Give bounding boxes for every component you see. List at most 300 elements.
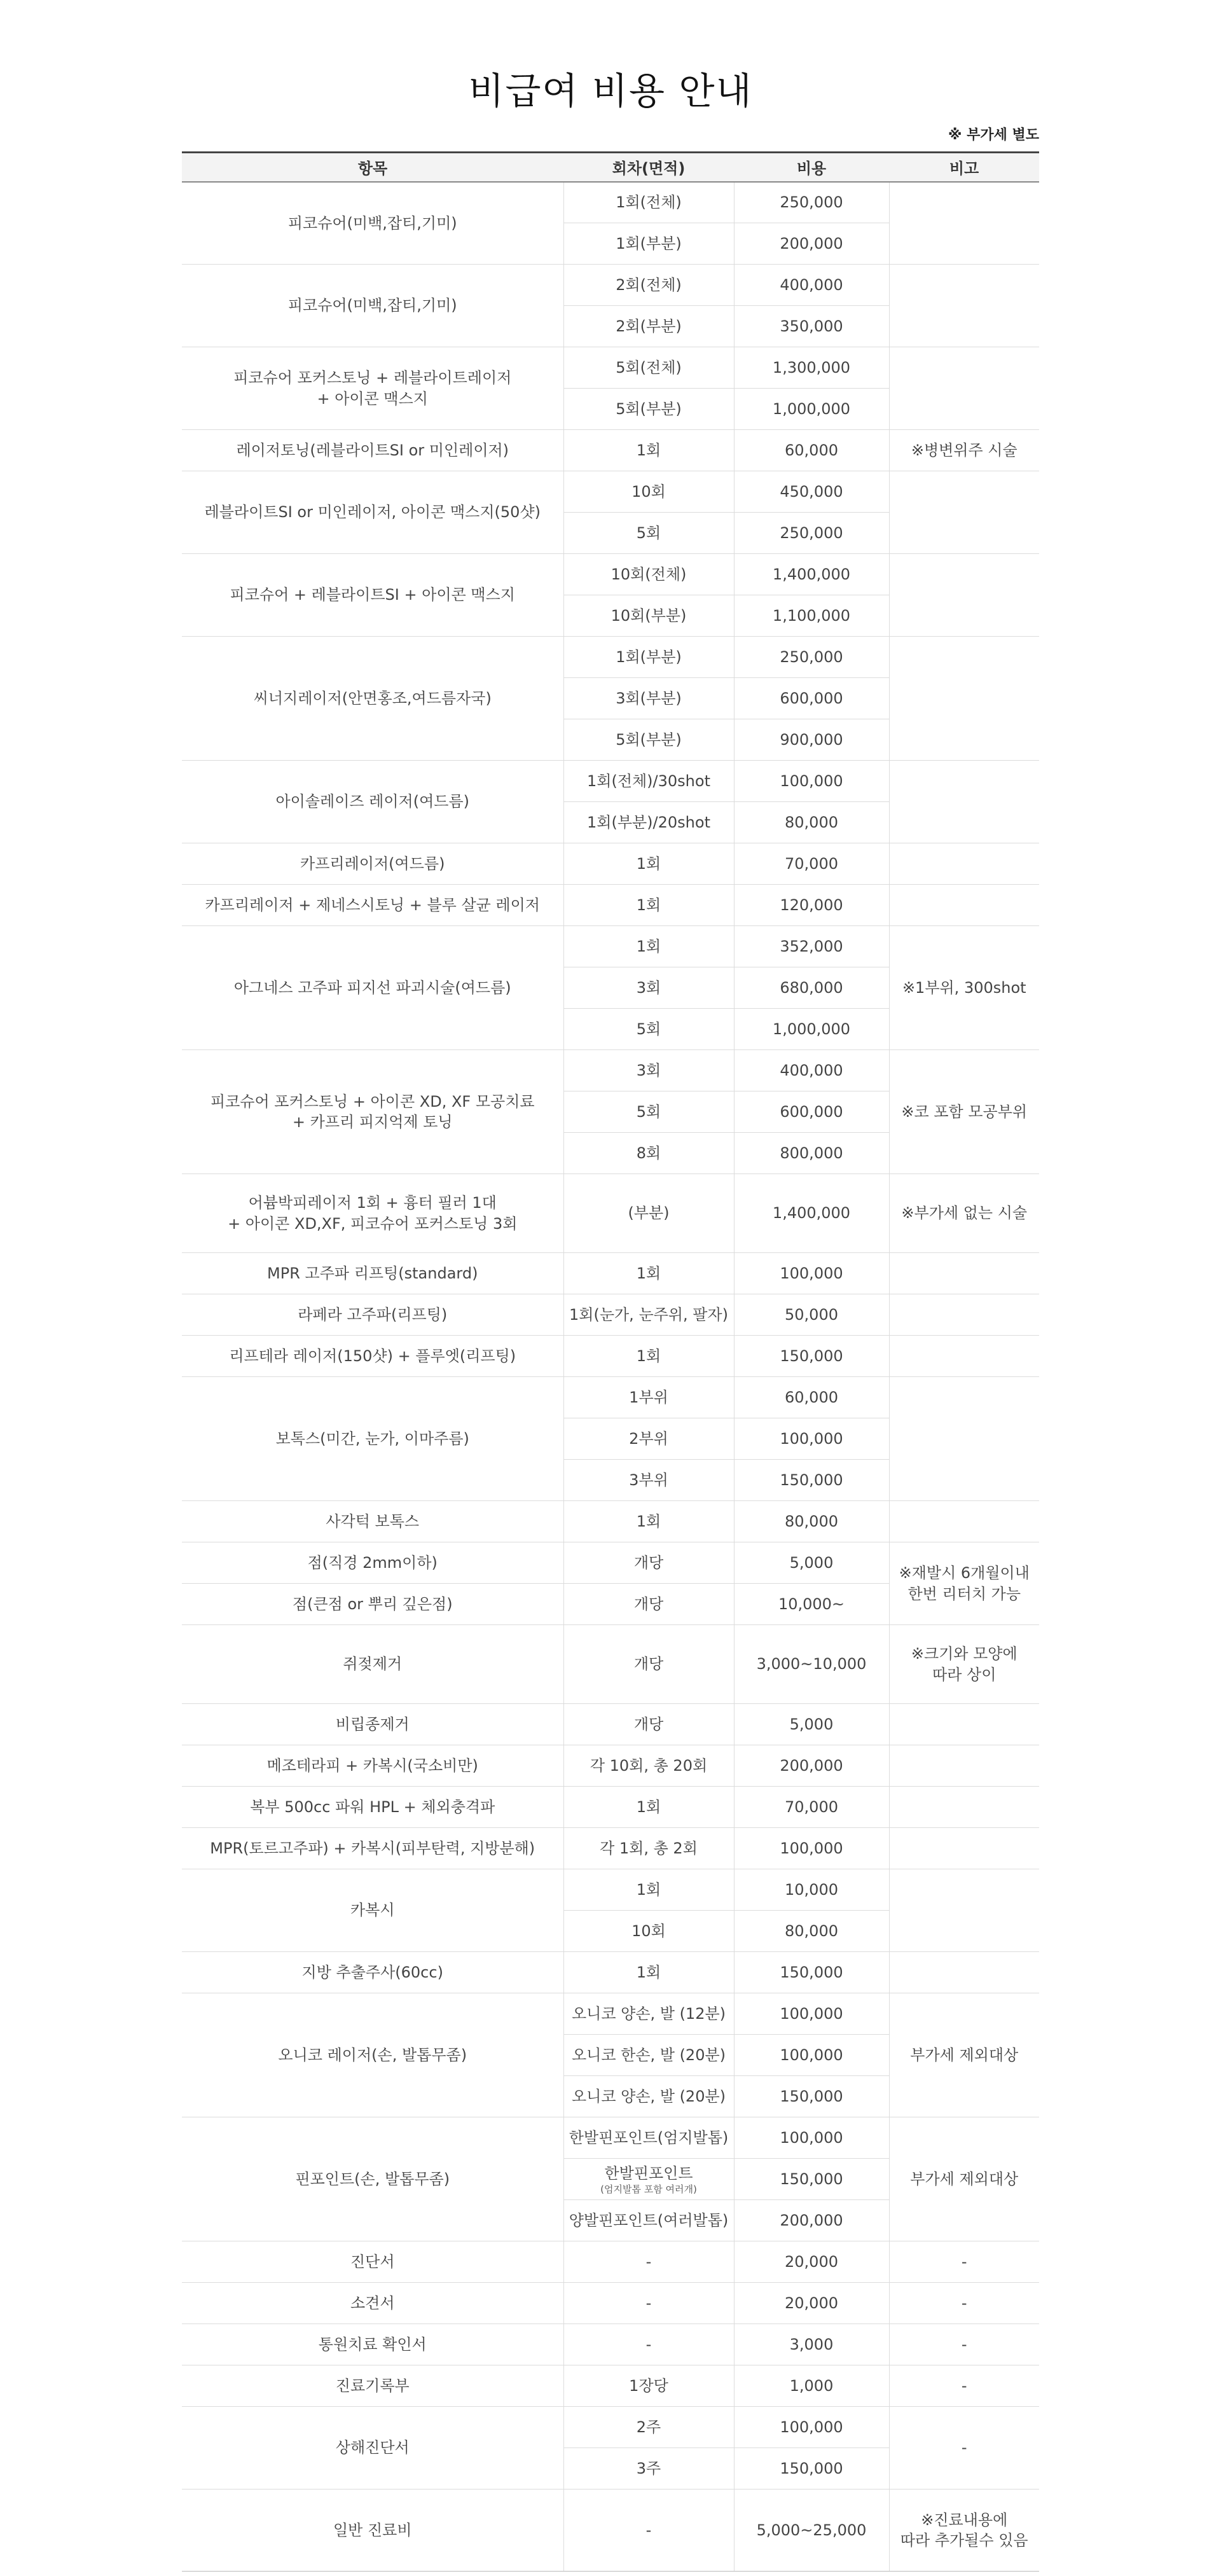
- header-cost: 비용: [734, 153, 889, 182]
- table-row: [182, 1336, 1039, 1377]
- note-cell: [889, 182, 1039, 265]
- session-cell: [563, 1787, 734, 1828]
- session-text: -: [645, 2521, 652, 2539]
- note-cell: [889, 843, 1039, 885]
- price-table: [182, 151, 1039, 2572]
- cost-cell: 3,000~10,000: [734, 1625, 889, 1704]
- note-cell: [889, 2283, 1039, 2324]
- note-cell: [889, 265, 1039, 347]
- session-cell: [563, 1542, 734, 1584]
- session-cell: [563, 1336, 734, 1377]
- item-text: 통원치료 확인서: [318, 2335, 427, 2353]
- table-row: [182, 1869, 1039, 1911]
- cost-cell: 5,000: [734, 1704, 889, 1745]
- session-cell: [563, 719, 734, 761]
- item-text: 사각턱 보톡스: [326, 1512, 420, 1530]
- cost-cell: 200,000: [734, 223, 889, 265]
- session-text: 개당: [633, 1595, 664, 1613]
- item-cell: [182, 1828, 563, 1869]
- cost-cell: 100,000: [734, 2117, 889, 2159]
- session-text: 1회: [636, 1264, 661, 1282]
- session-text: 2부위: [629, 1429, 668, 1448]
- item-text: 일반 진료비: [333, 2521, 412, 2539]
- cost-cell: 150,000: [734, 2159, 889, 2200]
- note-cell: [889, 1787, 1039, 1828]
- note-cell: [889, 554, 1039, 637]
- item-cell: [182, 1174, 563, 1253]
- table-row: [182, 1625, 1039, 1704]
- session-cell: [563, 926, 734, 967]
- session-text: 1회: [636, 1512, 661, 1530]
- note-cell: [889, 1542, 1039, 1625]
- item-cell: [182, 554, 563, 637]
- item-cell: [182, 265, 563, 347]
- session-text: 3회(부분): [616, 689, 682, 707]
- cost-cell: 20,000: [734, 2283, 889, 2324]
- session-cell: [563, 1501, 734, 1542]
- table-row: [182, 1050, 1039, 1091]
- note-cell: [889, 885, 1039, 926]
- vat-note: ※ 부가세 별도: [948, 127, 1039, 143]
- item-text: 피코슈어 포커스토닝 + 레블라이트레이저: [233, 369, 512, 387]
- item-cell: [182, 430, 563, 471]
- session-cell: [563, 2200, 734, 2241]
- note-cell: [889, 2365, 1039, 2407]
- note-text: ※진료내용에: [921, 2510, 1008, 2529]
- cost-cell: 100,000: [734, 1828, 889, 1869]
- cost-cell: 250,000: [734, 637, 889, 678]
- item-text: 피코슈어(미백,잡티,기미): [287, 214, 457, 232]
- table-row: [182, 2241, 1039, 2283]
- session-cell: [563, 1460, 734, 1501]
- session-cell: [563, 1418, 734, 1460]
- note-cell: [889, 471, 1039, 554]
- cost-cell: 80,000: [734, 802, 889, 843]
- item-text: 레블라이트SI or 미인레이저, 아이콘 맥스지(50샷): [204, 503, 541, 522]
- item-cell: [182, 1584, 563, 1625]
- session-cell: [563, 347, 734, 389]
- item-text: 리프테라 레이저(150샷) + 플루엣(리프팅): [229, 1347, 516, 1365]
- cost-cell: 250,000: [734, 182, 889, 223]
- session-cell: [563, 1828, 734, 1869]
- table-row: [182, 926, 1039, 967]
- session-cell: [563, 2283, 734, 2324]
- session-text: 1회: [636, 1880, 661, 1899]
- note-cell: [889, 761, 1039, 843]
- header-note: 비고: [889, 153, 1039, 182]
- note-cell: [889, 1253, 1039, 1294]
- session-cell: [563, 2324, 734, 2365]
- item-text: 소견서: [350, 2294, 395, 2312]
- session-cell: [563, 1133, 734, 1174]
- session-cell: [563, 2076, 734, 2117]
- session-text: 1회(전체): [616, 193, 682, 212]
- item-text: 핀포인트(손, 발톱무좀): [295, 2170, 450, 2188]
- session-cell: [563, 389, 734, 430]
- session-cell: [563, 182, 734, 223]
- item-text: 피코슈어 포커스토닝 + 아이콘 XD, XF 모공치료: [210, 1092, 535, 1111]
- session-cell: [563, 1952, 734, 1993]
- session-cell: [563, 306, 734, 347]
- session-cell: [563, 2159, 734, 2200]
- cost-cell: 70,000: [734, 843, 889, 885]
- table-row: [182, 2283, 1039, 2324]
- session-cell: [563, 595, 734, 637]
- session-text: 3부위: [629, 1471, 668, 1489]
- note-cell: [889, 347, 1039, 430]
- cost-cell: 60,000: [734, 1377, 889, 1418]
- table-header-row: [182, 153, 1039, 182]
- cost-cell: 100,000: [734, 1253, 889, 1294]
- session-text: 개당: [633, 1715, 664, 1733]
- table-row: [182, 2117, 1039, 2159]
- session-text: 3주: [636, 2459, 661, 2477]
- table-row: [182, 1787, 1039, 1828]
- session-text: 8회: [636, 1144, 661, 1162]
- item-text: 비립종제거: [335, 1715, 410, 1733]
- note-cell: [889, 1745, 1039, 1787]
- cost-cell: 200,000: [734, 1745, 889, 1787]
- session-cell: [563, 1050, 734, 1091]
- session-cell: [563, 678, 734, 719]
- session-text: 10회: [631, 482, 666, 501]
- session-cell: [563, 637, 734, 678]
- item-text: 레이저토닝(레블라이트SI or 미인레이저): [236, 441, 509, 459]
- table-row: [182, 761, 1039, 802]
- table-row: [182, 1828, 1039, 1869]
- session-text: 개당: [633, 1655, 664, 1673]
- note-text: 부가세 제외대상: [910, 2046, 1019, 2064]
- session-cell: [563, 1869, 734, 1911]
- session-cell: [563, 761, 734, 802]
- session-text: 1부위: [629, 1388, 668, 1406]
- session-text: 각 10회, 총 20회: [590, 1756, 708, 1775]
- table-row: [182, 471, 1039, 513]
- cost-cell: 600,000: [734, 678, 889, 719]
- note-cell: [889, 1952, 1039, 1993]
- session-text: 5회: [636, 1020, 661, 1038]
- cost-cell: 250,000: [734, 513, 889, 554]
- table-row: [182, 1174, 1039, 1253]
- cost-cell: 150,000: [734, 1952, 889, 1993]
- item-text: 점(큰점 or 뿌리 깊은점): [292, 1595, 453, 1613]
- session-text: 한발핀포인트(엄지발톱): [569, 2128, 729, 2147]
- note-cell: [889, 1336, 1039, 1377]
- session-text: 오니코 양손, 발 (20분): [571, 2087, 726, 2105]
- session-cell: [563, 513, 734, 554]
- session-text: 10회(부분): [610, 606, 687, 625]
- cost-cell: 450,000: [734, 471, 889, 513]
- item-text: 보톡스(미간, 눈가, 이마주름): [275, 1429, 469, 1448]
- item-cell: [182, 2407, 563, 2489]
- session-text: 1회: [636, 1347, 661, 1365]
- cost-cell: 100,000: [734, 1418, 889, 1460]
- session-cell: [563, 2365, 734, 2407]
- session-text: 1회: [636, 441, 661, 459]
- session-cell: [563, 1704, 734, 1745]
- item-text: 상해진단서: [335, 2439, 410, 2457]
- note-text: -: [961, 2376, 967, 2395]
- item-text: 쥐젖제거: [343, 1655, 403, 1673]
- session-text: 2주: [636, 2418, 661, 2436]
- item-text: 진료기록부: [335, 2376, 410, 2395]
- item-text: 진단서: [350, 2252, 395, 2271]
- item-text: 피코슈어 + 레블라이트SI + 아이콘 맥스지: [230, 586, 515, 604]
- item-cell: [182, 1542, 563, 1584]
- table-row: [182, 347, 1039, 389]
- cost-cell: 400,000: [734, 1050, 889, 1091]
- item-cell: [182, 1377, 563, 1501]
- session-cell: [563, 2448, 734, 2489]
- table-row: [182, 1542, 1039, 1584]
- cost-cell: 5,000~25,000: [734, 2489, 889, 2572]
- table-row: [182, 1377, 1039, 1418]
- cost-cell: 10,000: [734, 1869, 889, 1911]
- session-text: 5회(전체): [616, 358, 682, 377]
- table-row: [182, 1952, 1039, 1993]
- cost-cell: 20,000: [734, 2241, 889, 2283]
- table-row: [182, 554, 1039, 595]
- session-cell: [563, 1009, 734, 1050]
- cost-cell: 350,000: [734, 306, 889, 347]
- item-cell: [182, 1869, 563, 1952]
- item-text: 카프리레이저 + 제네스시토닝 + 블루 살균 레이저: [205, 896, 540, 914]
- session-cell: [563, 1993, 734, 2035]
- note-cell: [889, 1501, 1039, 1542]
- table-row: [182, 1745, 1039, 1787]
- cost-cell: 5,000: [734, 1542, 889, 1584]
- note-cell: [889, 2489, 1039, 2572]
- session-text: -: [645, 2252, 652, 2271]
- cost-cell: 352,000: [734, 926, 889, 967]
- session-cell: [563, 2117, 734, 2159]
- cost-cell: 200,000: [734, 2200, 889, 2241]
- note-cell: [889, 2117, 1039, 2241]
- session-text: 오니코 한손, 발 (20분): [571, 2046, 726, 2064]
- session-cell: [563, 2035, 734, 2076]
- session-text: 1장당: [629, 2376, 668, 2395]
- note-text: -: [961, 2439, 967, 2457]
- session-text: 개당: [633, 1553, 664, 1572]
- note-text: -: [961, 2294, 967, 2312]
- cost-cell: 100,000: [734, 2035, 889, 2076]
- table-row: [182, 430, 1039, 471]
- session-text: 5회: [636, 1102, 661, 1121]
- session-text: 1회: [636, 1963, 661, 1981]
- note-text: ※1부위, 300shot: [902, 978, 1026, 997]
- item-cell: [182, 843, 563, 885]
- cost-cell: 10,000~: [734, 1584, 889, 1625]
- note-text: ※재발시 6개월이내: [899, 1564, 1030, 1582]
- item-cell: [182, 885, 563, 926]
- table-row: [182, 843, 1039, 885]
- item-text: 메조테라피 + 카복시(국소비만): [266, 1756, 478, 1775]
- header-session: 회차(면적): [563, 153, 734, 182]
- cost-cell: 800,000: [734, 1133, 889, 1174]
- item-cell: [182, 1336, 563, 1377]
- header-item: 항목: [182, 153, 563, 182]
- cost-cell: 150,000: [734, 2448, 889, 2489]
- cost-cell: 80,000: [734, 1911, 889, 1952]
- session-cell: [563, 1584, 734, 1625]
- item-text: 오니코 레이저(손, 발톱무좀): [278, 2046, 467, 2064]
- item-text: 아이솔레이즈 레이저(여드름): [275, 793, 470, 811]
- item-text: 카프리레이저(여드름): [300, 854, 445, 873]
- session-cell: [563, 1091, 734, 1133]
- item-cell: [182, 2324, 563, 2365]
- session-text: 1회: [636, 854, 661, 873]
- session-cell: [563, 265, 734, 306]
- item-text: MPR 고주파 리프팅(standard): [267, 1264, 478, 1282]
- table-row: [182, 1294, 1039, 1336]
- session-cell: [563, 967, 734, 1009]
- item-cell: [182, 1501, 563, 1542]
- table-row: [182, 265, 1039, 306]
- item-cell: [182, 1704, 563, 1745]
- session-cell: [563, 802, 734, 843]
- table-row: [182, 637, 1039, 678]
- item-cell: [182, 1745, 563, 1787]
- item-text: + 아이콘 XD,XF, 피코슈어 포커스토닝 3회: [228, 1214, 518, 1233]
- session-cell: [563, 1294, 734, 1336]
- table-row: [182, 1253, 1039, 1294]
- item-text: 지방 추출주사(60cc): [301, 1963, 443, 1981]
- session-subtext: (엄지발톱 포함 여러개): [600, 2184, 697, 2196]
- session-text: 3회: [636, 1061, 661, 1079]
- item-cell: [182, 1625, 563, 1704]
- session-cell: [563, 1174, 734, 1253]
- item-text: MPR(토르고주파) + 카복시(피부탄력, 지방분해): [210, 1839, 535, 1857]
- table-row: [182, 182, 1039, 223]
- note-cell: [889, 1377, 1039, 1501]
- cost-cell: 600,000: [734, 1091, 889, 1133]
- session-text: 1회(전체)/30shot: [587, 772, 710, 790]
- cost-cell: 60,000: [734, 430, 889, 471]
- note-text: ※부가세 없는 시술: [901, 1204, 1028, 1222]
- item-cell: [182, 347, 563, 430]
- note-text: 부가세 제외대상: [910, 2170, 1019, 2188]
- item-text: 어븀박피레이저 1회 + 흉터 필러 1대: [248, 1194, 497, 1212]
- cost-cell: 1,000,000: [734, 1009, 889, 1050]
- table-row: [182, 885, 1039, 926]
- note-text: 한번 리터치 가능: [907, 1584, 1021, 1603]
- note-text: 따라 상이: [932, 1665, 997, 1684]
- cost-cell: 400,000: [734, 265, 889, 306]
- session-cell: [563, 223, 734, 265]
- session-cell: [563, 2489, 734, 2572]
- cost-cell: 150,000: [734, 2076, 889, 2117]
- item-cell: [182, 761, 563, 843]
- note-cell: [889, 430, 1039, 471]
- table-row: [182, 2489, 1039, 2572]
- note-text: ※크기와 모양에: [911, 1645, 1018, 1663]
- item-cell: [182, 182, 563, 265]
- session-cell: [563, 1625, 734, 1704]
- item-cell: [182, 637, 563, 761]
- session-text: -: [645, 2335, 652, 2353]
- session-text: 3회: [636, 978, 661, 997]
- session-cell: [563, 885, 734, 926]
- item-text: + 카프리 피지억제 토닝: [292, 1113, 453, 1131]
- note-text: 따라 추가될수 있음: [900, 2531, 1028, 2549]
- cost-cell: 1,300,000: [734, 347, 889, 389]
- cost-cell: 1,400,000: [734, 1174, 889, 1253]
- cost-cell: 680,000: [734, 967, 889, 1009]
- session-cell: [563, 2407, 734, 2448]
- session-text: 1회: [636, 1797, 661, 1816]
- item-cell: [182, 1787, 563, 1828]
- session-cell: [563, 2241, 734, 2283]
- note-cell: [889, 2324, 1039, 2365]
- note-cell: [889, 2241, 1039, 2283]
- note-cell: [889, 1174, 1039, 1253]
- cost-cell: 100,000: [734, 1993, 889, 2035]
- note-cell: [889, 1869, 1039, 1952]
- session-text: (부분): [628, 1204, 670, 1222]
- table-row: [182, 1993, 1039, 2035]
- note-cell: [889, 1625, 1039, 1704]
- item-cell: [182, 2117, 563, 2241]
- cost-cell: 3,000: [734, 2324, 889, 2365]
- session-text: 5회: [636, 523, 661, 542]
- item-cell: [182, 1993, 563, 2117]
- cost-cell: 100,000: [734, 2407, 889, 2448]
- session-cell: [563, 1253, 734, 1294]
- session-text: 5회(부분): [616, 399, 682, 418]
- cost-cell: 120,000: [734, 885, 889, 926]
- item-cell: [182, 2489, 563, 2572]
- session-text: 각 1회, 총 2회: [600, 1839, 698, 1857]
- note-cell: [889, 1704, 1039, 1745]
- price-table-body: [182, 182, 1039, 2572]
- item-cell: [182, 2241, 563, 2283]
- item-cell: [182, 2365, 563, 2407]
- cost-cell: 150,000: [734, 1336, 889, 1377]
- session-cell: [563, 471, 734, 513]
- session-cell: [563, 1745, 734, 1787]
- session-text: 1회(부분)/20shot: [587, 813, 710, 831]
- cost-cell: 70,000: [734, 1787, 889, 1828]
- item-text: 복부 500cc 파워 HPL + 체외충격파: [250, 1797, 495, 1816]
- item-text: + 아이콘 맥스지: [317, 389, 428, 408]
- note-cell: [889, 926, 1039, 1050]
- table-row: [182, 1704, 1039, 1745]
- session-text: 1회(눈가, 눈주위, 팔자): [569, 1305, 728, 1324]
- session-text: 양발핀포인트(여러발톱): [569, 2211, 729, 2229]
- item-cell: [182, 1294, 563, 1336]
- item-text: 카복시: [350, 1901, 395, 1920]
- item-cell: [182, 1050, 563, 1174]
- note-cell: [889, 1294, 1039, 1336]
- note-cell: [889, 1828, 1039, 1869]
- session-text: 2회(부분): [616, 317, 682, 335]
- note-text: ※코 포함 모공부위: [901, 1102, 1028, 1121]
- item-cell: [182, 2283, 563, 2324]
- session-cell: [563, 1377, 734, 1418]
- item-text: 씨너지레이저(안면홍조,여드름자국): [253, 689, 492, 707]
- table-row: [182, 2365, 1039, 2407]
- session-text: 1회(부분): [616, 234, 682, 253]
- session-text: 2회(전체): [616, 275, 682, 294]
- item-cell: [182, 1952, 563, 1993]
- cost-cell: 50,000: [734, 1294, 889, 1336]
- item-cell: [182, 1253, 563, 1294]
- session-text: 10회: [631, 1922, 666, 1940]
- note-cell: [889, 2407, 1039, 2489]
- cost-cell: 1,000: [734, 2365, 889, 2407]
- session-text: 한발핀포인트: [604, 2164, 693, 2182]
- cost-cell: 900,000: [734, 719, 889, 761]
